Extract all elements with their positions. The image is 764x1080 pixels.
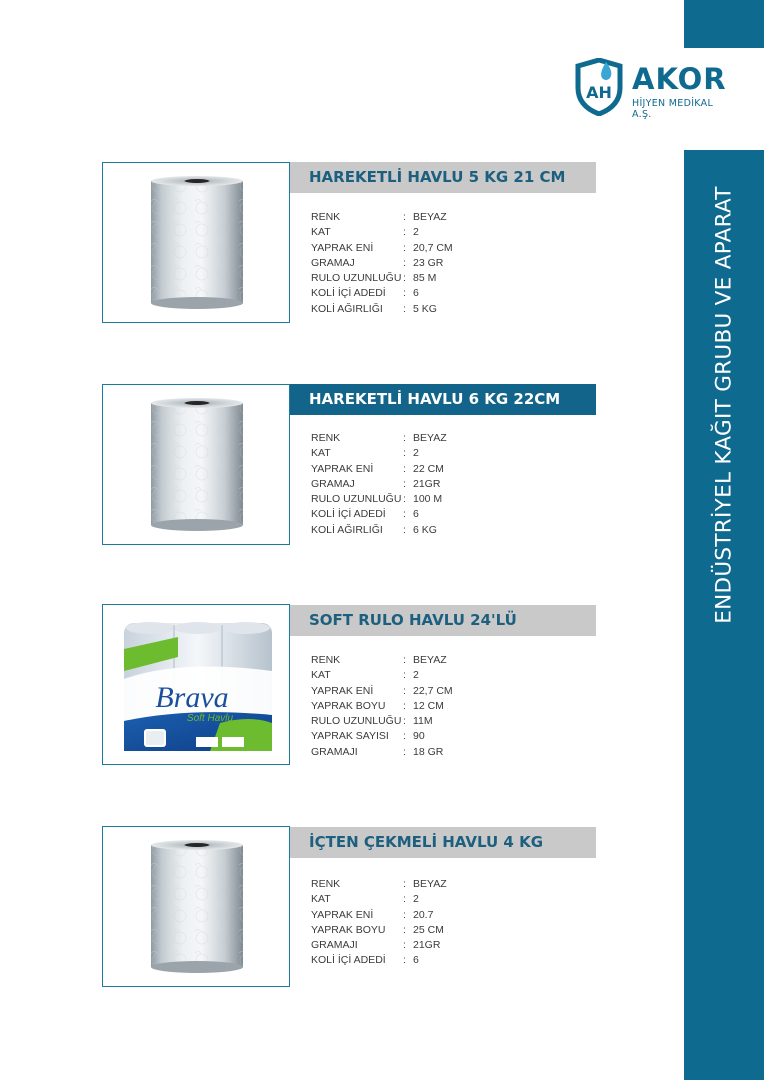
spec-value: 6 [413, 954, 419, 967]
spec-colon: : [403, 493, 406, 506]
spec-row [311, 953, 447, 968]
akor-logo [570, 58, 730, 120]
spec-value: 2 [413, 669, 419, 682]
spec-label: KAT [311, 226, 331, 239]
spec-value: 6 KG [413, 523, 437, 536]
brava-pack-image [120, 619, 276, 755]
spec-label: GRAMAJ [311, 477, 355, 490]
spec-row [311, 431, 447, 446]
product-title: SOFT RULO HAVLU 24'LÜ [290, 605, 596, 636]
spec-label: KAT [311, 669, 331, 682]
spec-label: RULO UZUNLUĞU [311, 272, 402, 285]
product-image-frame [102, 826, 290, 987]
spec-row [311, 653, 453, 668]
spec-row [311, 877, 447, 892]
spec-label: KOLİ İÇİ ADEDİ [311, 954, 386, 967]
spec-colon: : [403, 256, 406, 269]
spec-value: 21GR [413, 477, 441, 490]
spec-value: 6 [413, 508, 419, 521]
spec-row [311, 507, 447, 522]
spec-value: 20,7 CM [413, 241, 453, 254]
spec-colon: : [403, 508, 406, 521]
spec-colon: : [403, 923, 406, 936]
spec-label: RENK [311, 432, 341, 444]
spec-row [311, 523, 447, 538]
pack-brand: Brava [155, 681, 229, 714]
spec-row [311, 699, 453, 714]
spec-value: BEYAZ [413, 211, 447, 223]
spec-label: YAPRAK ENİ [311, 241, 374, 254]
logo-subtitle: HİJYEN MEDİKAL A.Ş. [632, 98, 714, 120]
spec-label: RULO UZUNLUĞU [311, 493, 402, 506]
product-image-frame [102, 162, 290, 323]
spec-label: KOLİ AĞIRLIĞI [311, 302, 383, 315]
spec-value: 2 [413, 226, 419, 239]
spec-value: 20.7 [413, 908, 434, 921]
spec-value: 11M [413, 715, 433, 728]
spec-label: YAPRAK ENİ [311, 462, 374, 475]
spec-label: KOLİ İÇİ ADEDİ [311, 508, 386, 521]
spec-colon: : [403, 447, 406, 460]
spec-colon: : [403, 699, 406, 712]
spec-list [311, 210, 453, 317]
spec-row [311, 302, 453, 317]
product-title: HAREKETLİ HAVLU 5 KG 21 CM [290, 162, 596, 193]
logo-name: AKOR [632, 62, 727, 96]
spec-label: YAPRAK BOYU [311, 923, 386, 936]
spec-value: BEYAZ [413, 432, 447, 444]
spec-colon: : [403, 908, 406, 921]
spec-row [311, 745, 453, 760]
side-band-top [684, 0, 764, 48]
spec-colon: : [403, 878, 406, 890]
spec-value: 22,7 CM [413, 684, 453, 697]
spec-label: KOLİ İÇİ ADEDİ [311, 287, 386, 300]
spec-label: RULO UZUNLUĞU [311, 715, 402, 728]
spec-value: 6 [413, 287, 419, 300]
paper-roll-image [147, 397, 247, 537]
spec-value: 85 M [413, 272, 437, 285]
spec-colon: : [403, 241, 406, 254]
spec-label: RENK [311, 211, 341, 223]
spec-row [311, 286, 453, 301]
spec-row [311, 923, 447, 938]
spec-row [311, 714, 453, 729]
spec-label: GRAMAJI [311, 745, 358, 758]
spec-label: YAPRAK ENİ [311, 908, 374, 921]
spec-value: 2 [413, 893, 419, 906]
spec-colon: : [403, 954, 406, 967]
spec-row [311, 684, 453, 699]
spec-label: YAPRAK SAYISI [311, 730, 389, 743]
spec-value: 22 CM [413, 462, 444, 475]
product-title: HAREKETLİ HAVLU 6 KG 22CM [290, 384, 596, 415]
spec-row [311, 225, 453, 240]
spec-colon: : [403, 462, 406, 475]
spec-label: RENK [311, 878, 341, 890]
spec-label: GRAMAJ [311, 256, 355, 269]
shield-icon [570, 58, 628, 116]
spec-row [311, 492, 447, 507]
spec-value: 25 CM [413, 923, 444, 936]
spec-colon: : [403, 302, 406, 315]
spec-colon: : [403, 523, 406, 536]
spec-row [311, 462, 447, 477]
spec-value: 5 KG [413, 302, 437, 315]
spec-colon: : [403, 939, 406, 952]
spec-row [311, 668, 453, 683]
spec-label: YAPRAK ENİ [311, 684, 374, 697]
spec-value: 18 GR [413, 745, 444, 758]
spec-colon: : [403, 477, 406, 490]
pack-subtitle: Soft Havlu [186, 713, 234, 724]
spec-list [311, 653, 453, 760]
spec-value: BEYAZ [413, 878, 447, 890]
spec-list [311, 431, 447, 538]
spec-value: 100 M [413, 493, 443, 506]
spec-label: KAT [311, 447, 331, 460]
spec-colon: : [403, 272, 406, 285]
product-title: İÇTEN ÇEKMELİ HAVLU 4 KG [290, 827, 596, 858]
spec-value: 12 CM [413, 699, 444, 712]
spec-row [311, 892, 447, 907]
spec-colon: : [403, 211, 406, 223]
spec-list [311, 877, 447, 969]
spec-value: 23 GR [413, 256, 444, 269]
spec-label: KOLİ AĞIRLIĞI [311, 523, 383, 536]
spec-colon: : [403, 287, 406, 300]
spec-label: KAT [311, 893, 331, 906]
spec-row [311, 477, 447, 492]
spec-row [311, 271, 453, 286]
paper-roll-image [147, 839, 247, 979]
side-title: ENDÜSTRİYEL KAĞIT GRUBU VE APARAT [711, 186, 737, 624]
logo-initials: AH [586, 83, 612, 102]
spec-colon: : [403, 893, 406, 906]
product-image-frame [102, 384, 290, 545]
spec-row [311, 908, 447, 923]
spec-colon: : [403, 654, 406, 666]
spec-colon: : [403, 432, 406, 444]
spec-value: 90 [413, 730, 425, 743]
spec-colon: : [403, 684, 406, 697]
spec-colon: : [403, 226, 406, 239]
spec-colon: : [403, 745, 406, 758]
spec-label: YAPRAK BOYU [311, 699, 386, 712]
paper-roll-image [147, 175, 247, 315]
spec-row [311, 241, 453, 256]
spec-colon: : [403, 669, 406, 682]
spec-row [311, 446, 447, 461]
spec-value: 2 [413, 447, 419, 460]
spec-label: GRAMAJI [311, 939, 358, 952]
product-image-frame [102, 604, 290, 765]
spec-colon: : [403, 730, 406, 743]
spec-value: BEYAZ [413, 654, 447, 666]
spec-row [311, 938, 447, 953]
spec-row [311, 729, 453, 744]
spec-row [311, 210, 453, 225]
spec-colon: : [403, 715, 406, 728]
spec-value: 21GR [413, 939, 441, 952]
spec-label: RENK [311, 654, 341, 666]
spec-row [311, 256, 453, 271]
